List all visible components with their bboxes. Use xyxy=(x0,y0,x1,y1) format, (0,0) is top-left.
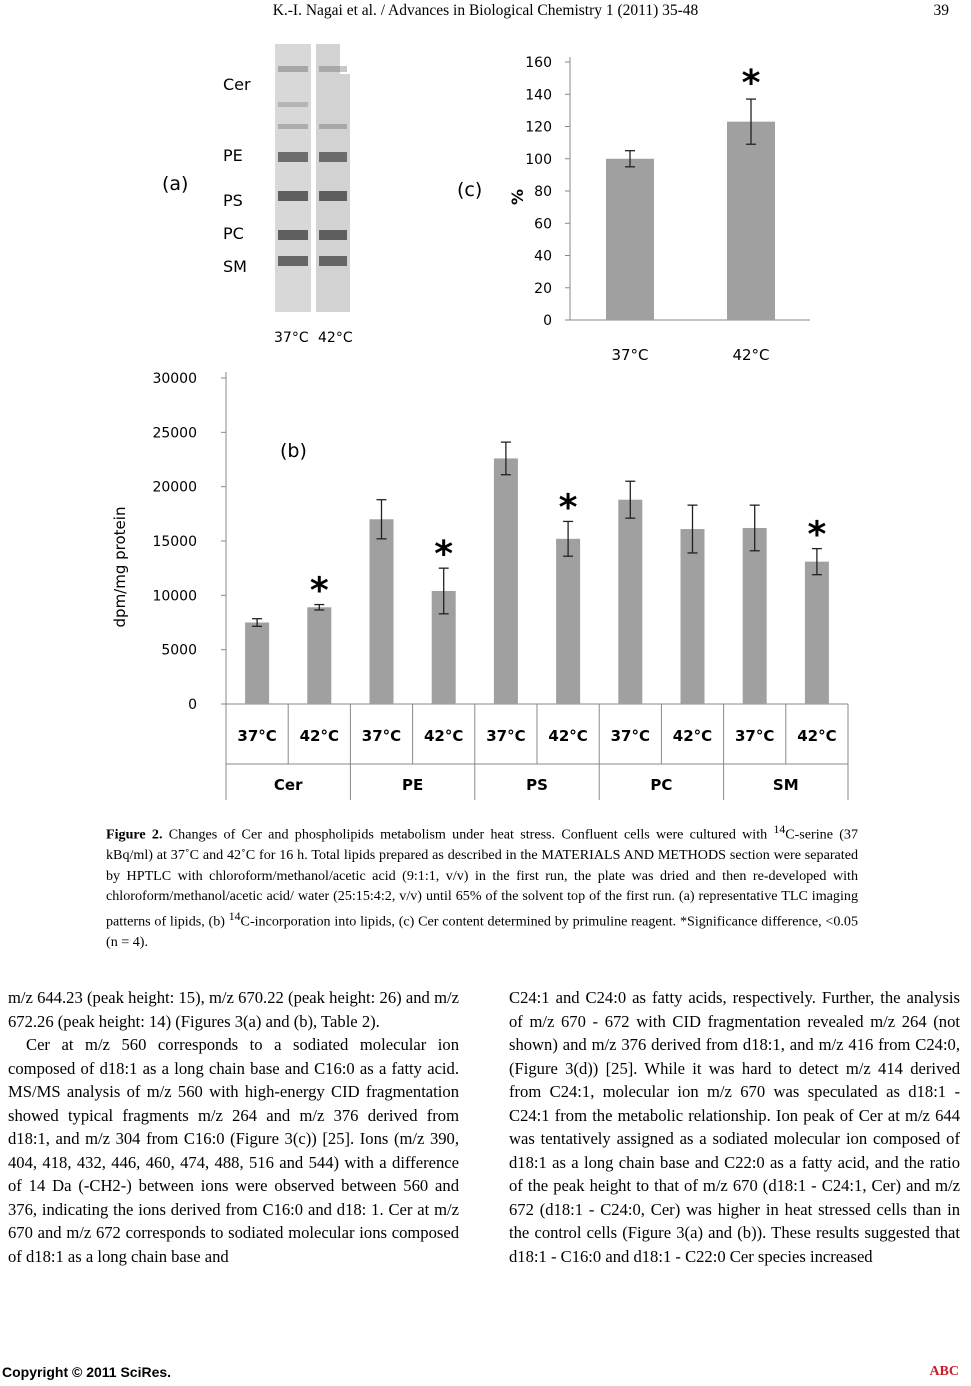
bar xyxy=(727,122,775,320)
chart-c xyxy=(525,55,810,364)
lane-label: Cer xyxy=(223,75,251,94)
group-label: SM xyxy=(772,776,799,794)
lane-label: SM xyxy=(223,257,247,276)
y-tick-label: 15000 xyxy=(152,534,197,550)
tlc-x-label: 37°C xyxy=(274,330,309,346)
caption-figure-label: Figure 2. xyxy=(106,826,163,843)
x-tick-label: 42°C xyxy=(299,727,339,745)
bar xyxy=(556,539,580,704)
figure-caption xyxy=(106,820,858,953)
panel-a-label: (a) xyxy=(162,173,189,195)
group-label: PS xyxy=(526,776,548,794)
footer-journal: ABC xyxy=(929,1364,959,1379)
caption-text-3: C-incorporation into lipids, (c) Cer content determined by primuline reagent. *Significance difference, <0.05 (n = 4). xyxy=(106,913,859,951)
panel-a xyxy=(162,44,353,346)
significance-asterisk: * xyxy=(309,570,329,612)
tlc-lane-42 xyxy=(316,44,350,312)
y-tick-label: 20000 xyxy=(152,479,197,496)
y-tick-label: 80 xyxy=(534,184,552,200)
panel-b xyxy=(111,371,848,800)
y-tick-label: 10000 xyxy=(152,588,197,605)
caption-sup-2: 14 xyxy=(228,910,241,924)
body-column-left xyxy=(8,986,459,1268)
page-number: 39 xyxy=(933,2,949,19)
y-tick-label: 160 xyxy=(525,55,552,71)
caption-sup-1: 14 xyxy=(773,823,786,836)
body-paragraph: C24:1 and C24:0 as fatty acids, respectively. Further, the analysis of m/z 670 - 672 with CID fragmentation revealed m/z 264 (not shown) and m/z 376 derived from d18:1, and m/z 416 from C24:0, (Figure 3(d)) [25]. While it was hard to detect m/z 414 derived from C24:1, molecular ion m/z 670 was speculated as d18:1 - C24:1 from the metabolic relationship. Ion peak of Cer at m/z 644 was tentatively assigned as a sodiated molecular ion composed of d18:1 as a long chain base and C22:0 as a fatty acid, and the ratio of the peak height to that of m/z 670 (d18:1 - C24:1, Cer) and m/z 672 (d18:1 - C24:0, Cer) was higher in heat stressed cells than in the control cells (Figure 3(a) and (b)). These results suggested that d18:1 - C16:0 and d18:1 - C22:0 Cer species increased xyxy=(509,988,960,1266)
significance-asterisk: * xyxy=(741,63,761,105)
bar xyxy=(307,607,331,704)
panel-c xyxy=(457,55,810,364)
bar xyxy=(805,562,829,704)
figure-svg xyxy=(100,30,860,810)
footer-copyright: Copyright © 2011 SciRes. xyxy=(2,1364,172,1380)
y-tick-label: 40 xyxy=(534,248,552,265)
significance-asterisk: * xyxy=(434,534,454,576)
y-tick-label: 5000 xyxy=(161,642,197,659)
body-column-right xyxy=(509,986,960,1268)
y-tick-label: 100 xyxy=(525,151,552,168)
x-tick-label: 37°C xyxy=(735,727,775,745)
tlc-lane-37 xyxy=(275,44,311,312)
group-label: PC xyxy=(650,776,673,794)
y-tick-label: 0 xyxy=(188,697,197,713)
running-head-text: K.-I. Nagai et al. / Advances in Biological Chemistry 1 (2011) 35-48 xyxy=(272,2,699,19)
bar xyxy=(743,528,767,704)
significance-asterisk: * xyxy=(558,487,578,529)
x-tick-label: 37°C xyxy=(486,727,526,745)
body-paragraph: m/z 644.23 (peak height: 15), m/z 670.22 (peak height: 26) and m/z 672.26 (peak height: 14) (Figures 3(a) and (b), Table 2). xyxy=(8,988,459,1031)
x-tick-label: 37°C xyxy=(610,727,650,745)
caption-text-1: Changes of Cer and phospholipids metabolism under heat stress. Confluent cells were cultured with xyxy=(162,826,774,843)
group-label: PE xyxy=(401,776,424,794)
y-tick-label: 60 xyxy=(534,216,552,233)
bar xyxy=(606,159,654,320)
lane-label: PS xyxy=(223,191,243,210)
y-tick-label: 30000 xyxy=(152,371,197,387)
x-tick-label: 37°C xyxy=(237,727,277,745)
y-tick-label: 20 xyxy=(534,280,552,297)
running-header xyxy=(0,2,971,22)
bar xyxy=(370,519,394,704)
x-tick-label: 42°C xyxy=(672,727,713,745)
x-tick-label: 42°C xyxy=(548,727,588,745)
panel-b-ylabel: dpm/mg protein xyxy=(111,506,129,628)
bar xyxy=(681,529,705,704)
bar xyxy=(618,500,642,704)
lane-label: PE xyxy=(223,146,243,165)
bar xyxy=(494,458,518,704)
y-tick-label: 120 xyxy=(525,119,552,136)
x-tick-label: 37°C xyxy=(611,346,649,364)
figure-2 xyxy=(100,30,860,810)
x-tick-label: 42°C xyxy=(424,727,464,745)
panel-c-ylabel: % xyxy=(508,188,527,206)
y-tick-label: 140 xyxy=(525,87,552,104)
lane-label: PC xyxy=(223,224,244,243)
panel-b-label: (b) xyxy=(280,440,307,462)
x-tick-label: 42°C xyxy=(797,727,837,745)
tlc-lane-labels xyxy=(223,75,251,276)
x-tick-label: 37°C xyxy=(361,727,402,745)
y-tick-label: 25000 xyxy=(152,425,197,442)
panel-c-label: (c) xyxy=(457,179,483,201)
bar xyxy=(245,623,269,705)
caption-text-2: C-serine (37 kBq/ml) at 37˚C and 42˚C for 16 h. Total lipids prepared as described in the MATERIALS AND METHODS section were separated by HPTLC with chloroform/methanol/acetic acid (9:1:1, v/v) in the first run, the plate was dried and then re-developed with chloroform/methanol/acetic acid/ water (25:15:4:2, v/v) until 65% of the solvent top of the first run. (a) representative TLC imaging patterns of lipids, (b) xyxy=(106,826,858,930)
significance-asterisk: * xyxy=(807,514,827,556)
group-label: Cer xyxy=(273,776,303,794)
chart-b xyxy=(152,371,848,800)
tlc-x-label: 42°C xyxy=(318,330,353,346)
x-tick-label: 42°C xyxy=(732,346,770,364)
y-tick-label: 0 xyxy=(543,313,552,329)
body-paragraph: Cer at m/z 560 corresponds to a sodiated molecular ion composed of d18:1 as a long chain base and C16:0 as a fatty acid. MS/MS analysis of m/z 560 with high-energy CID fragmentation showed typical fragments m/z 264 and m/z 376 derived from d18:1, and m/z 304 from C16:0 (Figure 3(c)) [25]. Ions (m/z 390, 404, 418, 432, 446, 460, 474, 488, 516 and 544) with a difference of 14 Da (-CH2-) between ions were observed between 560 and 376, indicating the ions derived from C16:0 and d18: 1. Cer at m/z 670 and m/z 672 corresponds to sodiated molecular ions composed of d18:1 as a long chain base and xyxy=(8,1035,459,1266)
